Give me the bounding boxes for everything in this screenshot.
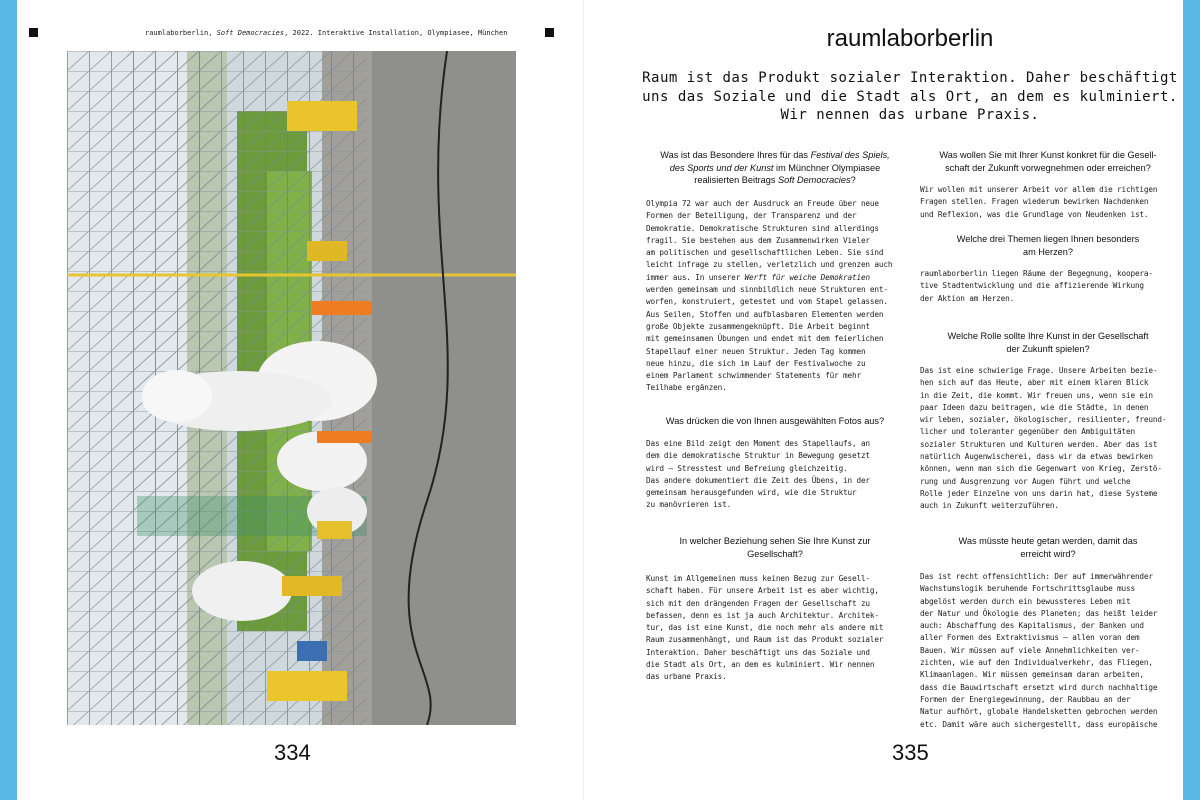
answer-line: aller Formen des Extraktivismus – allen voran dem bbox=[920, 633, 1140, 643]
page-number-left: 334 bbox=[274, 740, 311, 765]
lead-line: Raum ist das Produkt sozialer Interaktion. Daher beschäftigt bbox=[642, 70, 1178, 86]
question-text: Was wollen Sie mit Ihrer Kunst konkret für die Gesell- bbox=[939, 150, 1157, 160]
answer-line: sich mit den drängenden Fragen der Gesellschaft zu bbox=[646, 598, 870, 608]
answer-line: Das andere dokumentiert die Zeit des Übens, in der bbox=[646, 475, 870, 485]
question-text: realisierten Beitrags bbox=[694, 175, 779, 185]
answer-6 bbox=[920, 365, 1166, 513]
question-text: der Zukunft spielen? bbox=[1006, 343, 1090, 354]
answer-line: große Objekte zusammengeknüpft. Die Arbeit beginnt bbox=[646, 321, 870, 331]
answer-line: Aus Seilen, Stoffen und aufblasbaren Elementen werden bbox=[646, 309, 884, 319]
caption-details: , 2022. Interaktive Installation, Olympiasee, München bbox=[284, 29, 508, 37]
answer-line: können, wenn man sich die Gegenwart von Krieg, Zerstö- bbox=[920, 464, 1162, 474]
answer-line: Das ist eine schwierige Frage. Unsere Arbeiten bezie- bbox=[920, 366, 1158, 375]
answer-line: Olympia 72 war auch der Ausdruck an Freude über neue bbox=[646, 199, 879, 208]
answer-line: paar Ideen dazu beitragen, wie die Städte, in denen bbox=[920, 402, 1149, 412]
lead-line: uns das Soziale und die Stadt als Ort, an dem es kulminiert. bbox=[642, 88, 1178, 105]
question-5 bbox=[915, 233, 1181, 258]
answer-5 bbox=[920, 268, 1153, 305]
answer-line: rung und Ausgrenzung vor Augen führt und welche bbox=[920, 476, 1131, 486]
caption-artist: raumlaborberlin, bbox=[145, 29, 217, 37]
answer-line: auch in Zukunft weiterzuführen. bbox=[920, 501, 1059, 511]
question-7 bbox=[915, 535, 1181, 560]
answer-line: Kunst im Allgemeinen muss keinen Bezug zur Gesell- bbox=[646, 574, 870, 583]
answer-line: dem die demokratische Struktur in Bewegung gesetzt bbox=[646, 451, 870, 461]
answer-7 bbox=[920, 571, 1157, 731]
answer-line: Interaktion. Daher beschäftigt uns das Soziale und bbox=[646, 647, 870, 657]
page-title: raumlaborberlin bbox=[826, 25, 994, 52]
answer-line: tive Stadtentwicklung und die affizierende Wirkung bbox=[920, 281, 1144, 291]
answer-line: befassen, denn es ist ja auch Architektur. Architek- bbox=[646, 610, 879, 620]
answer-line: Demokratie. Demokratische Strukturen sind allerdings bbox=[646, 223, 879, 233]
answer-4 bbox=[920, 184, 1157, 221]
answer-line: etc. Damit wäre auch sichergestellt, dass europäische bbox=[920, 719, 1158, 729]
answer-line: zu manövrieren ist. bbox=[646, 500, 732, 510]
answer-line: Teilhabe ergänzen. bbox=[646, 383, 727, 393]
answer-line: wird – Stresstest und Befreiung gleichzeitig. bbox=[646, 463, 848, 473]
answer-line: Natur aufhört, globale Handelsketten gebrochen werden bbox=[920, 707, 1158, 717]
answer-line: natürlich Augenwischerei, dass wir da etwas bewirken bbox=[920, 452, 1153, 462]
question-text: schaft der Zukunft vorwegnehmen oder erreichen? bbox=[945, 162, 1151, 173]
question-text: Welche drei Themen liegen Ihnen besonders bbox=[956, 234, 1140, 244]
answer-line: der Natur und Ökologie des Planeten; das heißt leider bbox=[920, 608, 1158, 618]
answer-line: schaft haben. Für unsere Arbeit ist es aber wichtig, bbox=[646, 586, 879, 596]
answer-line: der Aktion am Herzen. bbox=[920, 293, 1015, 303]
photo-caption bbox=[145, 29, 507, 37]
answer-line: Rolle jeder Einzelne von uns darin hat, diese Systeme bbox=[920, 488, 1158, 498]
answer-line: Formen der Energiegewinnung, der Raubbau an der bbox=[920, 694, 1131, 704]
answer-line: auch: Abschaffung des Kapitalismus, der Banken und bbox=[920, 621, 1144, 631]
question-text: Welche Rolle sollte Ihre Kunst in der Gesellschaft bbox=[947, 331, 1149, 341]
question-4 bbox=[915, 149, 1181, 174]
answer-line: leicht infrage zu stellen, verletzlich und grenzen auch bbox=[646, 260, 893, 270]
caption-work-title: Soft Democracies bbox=[216, 29, 285, 37]
answer-line: und Reflexion, was die Grundlage von Neudenken ist. bbox=[920, 209, 1149, 219]
answer-line: Formen der Beteiligung, der Transparenz und der bbox=[646, 211, 857, 221]
answer-line: Das eine Bild zeigt den Moment des Stapellaufs, an bbox=[646, 439, 870, 448]
answer-line: dass die Bauwirtschaft ersetzt wird durch nachhaltige bbox=[920, 682, 1158, 692]
answer-line: Klimaanlagen. Wir müssen gemeinsam daran arbeiten, bbox=[920, 670, 1144, 680]
answer-line: Das ist recht offensichtlich: Der auf immerwährender bbox=[920, 572, 1153, 581]
answer-line: mit gemeinsamen Übungen und endet mit dem feierlichen bbox=[646, 334, 884, 344]
answer-line: abgelöst werden durch ein bewussteres Leben mit bbox=[920, 596, 1131, 606]
installation-photo bbox=[67, 51, 516, 725]
question-text: Was drücken die von Ihnen ausgewählten Fotos aus? bbox=[665, 416, 885, 426]
answer-line: die Stadt als Ort, an dem es kulminiert. Wir nennen bbox=[646, 660, 875, 670]
question-6 bbox=[915, 330, 1181, 355]
answer-line: raumlaborberlin liegen Räume der Begegnung, koopera- bbox=[920, 269, 1153, 278]
answer-italic: Werft für weiche Demokratien bbox=[744, 272, 870, 282]
answer-line: Fragen stellen. Fragen wiederum bewirken Nachdenken bbox=[920, 197, 1149, 207]
answer-3 bbox=[646, 573, 883, 684]
question-text-italic: des Sports und der Kunst bbox=[669, 162, 774, 173]
answer-line: wir leben, sozialer, ökologischer, resilienter, freund- bbox=[920, 415, 1167, 425]
answer-line: sozialer Strukturen und Kulturen werden. Aber das ist bbox=[920, 439, 1158, 449]
answer-line: licher und toleranter gegenüber den Ambiguitäten bbox=[920, 427, 1135, 437]
answer-line: gemeinsam herausgefunden wird, wie die Struktur bbox=[646, 488, 857, 498]
answer-line: Wir wollen mit unserer Arbeit vor allem die richtigen bbox=[920, 185, 1158, 194]
question-text: In welcher Beziehung sehen Sie Ihre Kunst zur bbox=[679, 536, 871, 546]
lead-quote bbox=[640, 69, 1180, 125]
page-number-right: 335 bbox=[892, 740, 929, 765]
question-1 bbox=[640, 149, 910, 187]
answer-line: tur, das ist eine Kunst, die noch mehr als andere mit bbox=[646, 623, 884, 633]
answer-line: fragil. Sie bestehen aus dem Zusammenwirken Vieler bbox=[646, 235, 870, 245]
answer-line: hen sich auf das Heute, aber mit einem klaren Blick bbox=[920, 378, 1149, 388]
answer-line: Wachstumslogik beruhende Fortschrittsglaube muss bbox=[920, 584, 1135, 594]
crop-marker-right bbox=[545, 28, 554, 37]
question-text-italic: Festival des Spiels, bbox=[810, 150, 890, 160]
answer-line: immer aus. In unserer bbox=[646, 272, 745, 282]
answer-2 bbox=[646, 438, 870, 512]
answer-line: das urbane Praxis. bbox=[646, 672, 727, 682]
question-text: Was müsste heute getan werden, damit das bbox=[958, 536, 1138, 546]
answer-line: Bauen. Wir müssen auf viele Annehmlichkeiten ver- bbox=[920, 645, 1140, 655]
answer-line: neue hinzu, die sich im Lauf der Festivalwoche zu bbox=[646, 358, 866, 368]
answer-line: zichten, wie auf den Individualverkehr, das Fliegen, bbox=[920, 658, 1153, 668]
answer-line: in die Zeit, die kommt. Wir freuen uns, wenn sie ein bbox=[920, 390, 1153, 400]
question-text: am Herzen? bbox=[1022, 246, 1074, 257]
answer-line: Stapellauf einer neuen Struktur. Jeden Tag kommen bbox=[646, 346, 866, 356]
question-2 bbox=[640, 415, 910, 428]
question-text: erreicht wird? bbox=[1020, 548, 1076, 559]
answer-1 bbox=[646, 198, 892, 395]
answer-line: worfen, konstruiert, getestet und vom Stapel gelassen. bbox=[646, 297, 888, 307]
page-gutter bbox=[583, 0, 584, 800]
question-text: Was ist das Besondere Ihres für das bbox=[660, 150, 811, 160]
answer-line: Raum zusammenhängt, und Raum ist das Produkt sozialer bbox=[646, 635, 884, 645]
answer-line: werden gemeinsam und sinnbildlich neue Strukturen ent- bbox=[646, 285, 888, 295]
photo-illustration bbox=[67, 51, 516, 725]
question-text: im Münchner Olympiasee bbox=[773, 162, 881, 173]
answer-line: am politischen und gesellschaftlichen Leben. Sie sind bbox=[646, 248, 884, 258]
question-text-italic: Soft Democracies bbox=[778, 175, 851, 185]
answer-line: einem Parlament schwimmender Statements für mehr bbox=[646, 371, 861, 381]
crop-marker-left bbox=[29, 28, 38, 37]
question-text: ? bbox=[850, 175, 856, 185]
question-3 bbox=[640, 535, 910, 560]
question-text: Gesellschaft? bbox=[747, 548, 803, 559]
lead-line: Wir nennen das urbane Praxis. bbox=[780, 107, 1040, 123]
